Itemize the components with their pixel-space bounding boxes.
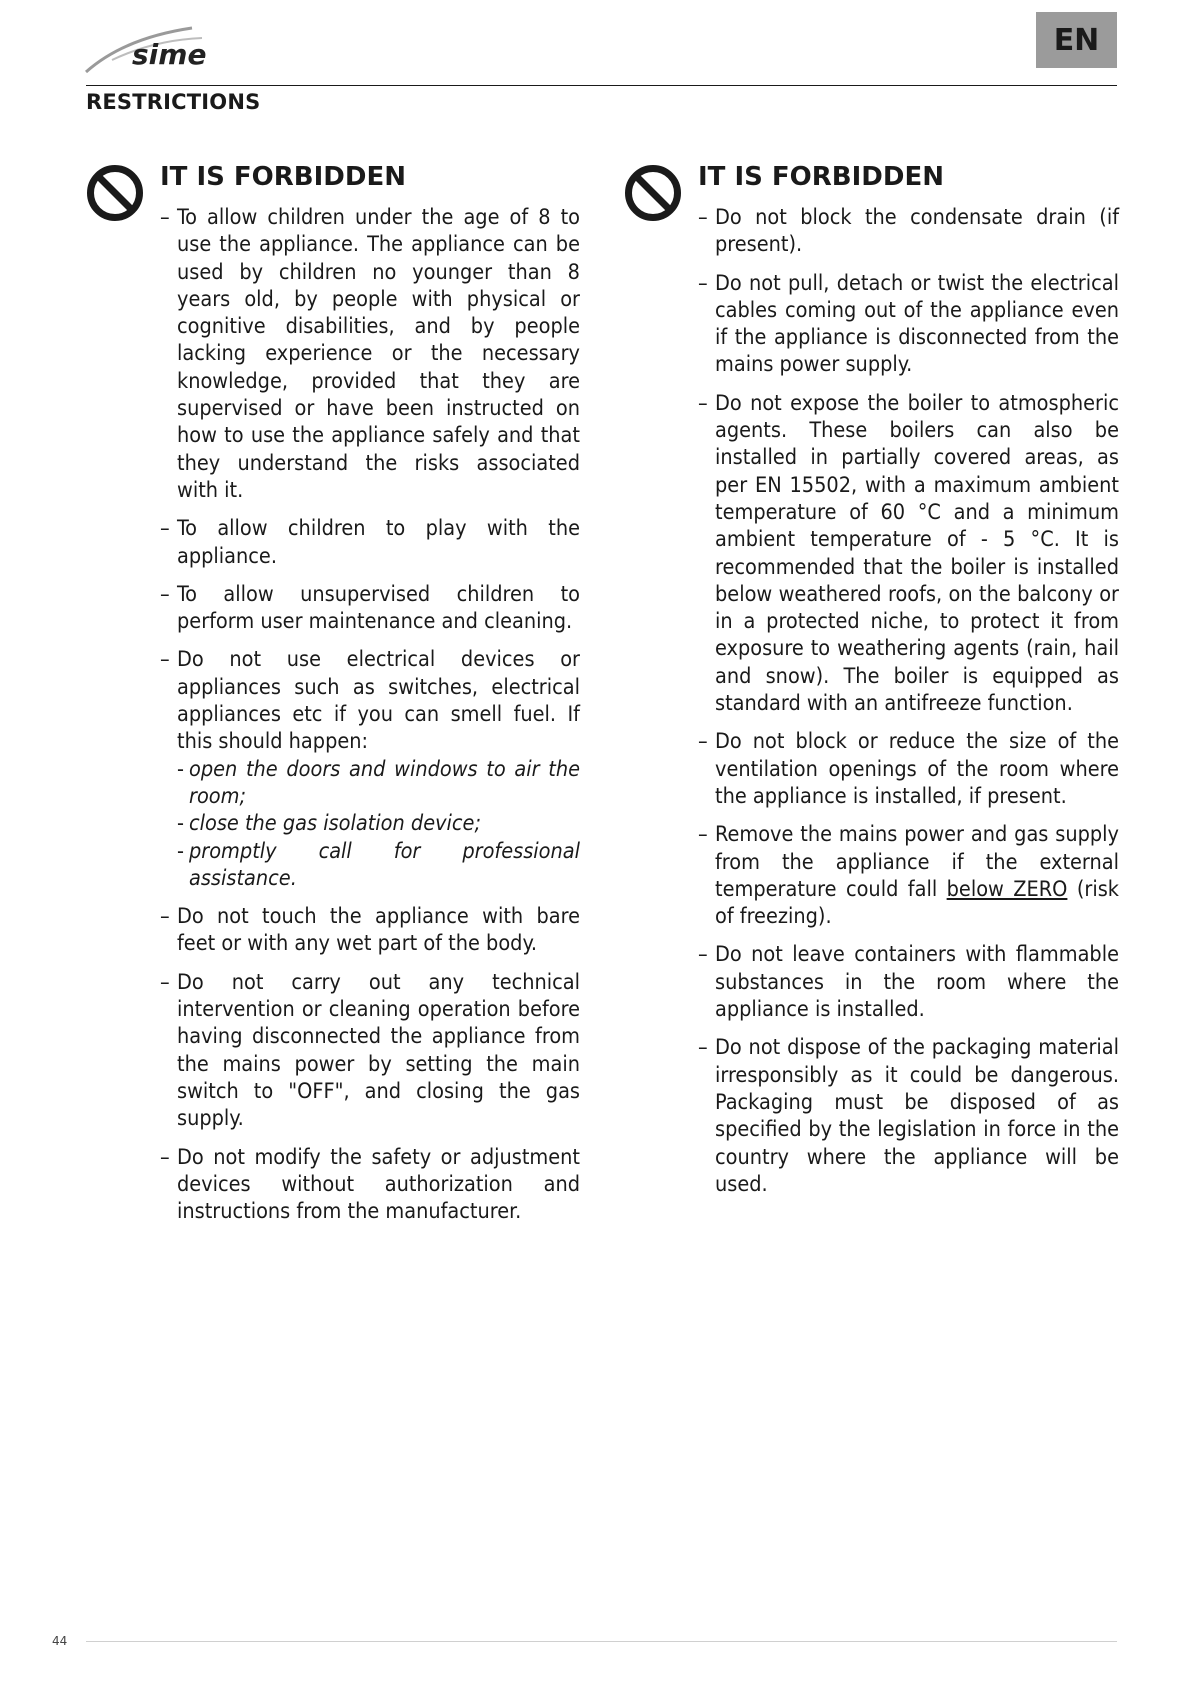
left-forbidden-list <box>160 204 580 1236</box>
logo-text: sime <box>132 38 207 71</box>
list-item: – Do not carry out any technical intervention or cleaning operation before having disconnected the appliance from the mains power by setting the main switch to "OFF", and closing the gas supply. <box>160 969 580 1133</box>
list-item-freezing <box>698 821 1119 930</box>
list-item-fuel-smell <box>160 646 580 892</box>
right-column-title: IT IS FORBIDDEN <box>698 162 944 192</box>
list-item: – Do not dispose of the packaging material irresponsibly as it could be dangerous. Packaging must be disposed of as specified by the legislation in force in the country where the appliance will be used. <box>698 1034 1119 1198</box>
sub-list-item: - close the gas isolation device; <box>177 810 580 837</box>
list-item: – Do not pull, detach or twist the electrical cables coming out of the appliance even if the appliance is disconnected from the mains power supply. <box>698 270 1119 379</box>
freeze-text-before: Remove the mains power and gas supply from the appliance if the external temperature could fall <box>715 822 1119 902</box>
list-item: – Do not block the condensate drain (if present). <box>698 204 1119 259</box>
list-item-text: Do not use electrical devices or appliances such as switches, electrical appliances etc if you can smell fuel. If this should happen: <box>177 647 580 755</box>
header-rule <box>86 85 1117 86</box>
freeze-text-underlined: below ZERO <box>946 876 1068 902</box>
logo-swoosh-icon <box>84 20 244 76</box>
prohibition-icon <box>624 164 682 222</box>
right-forbidden-list <box>698 204 1119 1209</box>
list-item: – Do not modify the safety or adjustment devices without authorization and instructions from the manufacturer. <box>160 1144 580 1226</box>
footer-rule <box>86 1641 1117 1642</box>
prohibition-icon <box>86 164 144 222</box>
list-item: – Do not block or reduce the size of the ventilation openings of the room where the appliance is installed, if present. <box>698 728 1119 810</box>
list-item: – To allow children under the age of 8 to use the appliance. The appliance can be used by children no younger than 8 years old, by people with physical or cognitive disabilities, and by people lacking experience or the necessary knowledge, provided that they are supervised or have been instructed on how to use the appliance safely and that they understand the risks associated with it. <box>160 204 580 504</box>
list-item: – To allow unsupervised children to perform user maintenance and cleaning. <box>160 581 580 636</box>
sub-list-item: - open the doors and windows to air the room; <box>177 756 580 811</box>
language-badge: EN <box>1036 12 1117 68</box>
section-title: RESTRICTIONS <box>86 90 261 114</box>
sub-list-item: - promptly call for professional assistance. <box>177 838 580 893</box>
freeze-text-after: (risk of freezing). <box>715 876 1119 930</box>
list-item: – To allow children to play with the appliance. <box>160 515 580 570</box>
list-item: – Do not leave containers with flammable substances in the room where the appliance is installed. <box>698 941 1119 1023</box>
list-item: – Do not touch the appliance with bare feet or with any wet part of the body. <box>160 903 580 958</box>
list-item: – Do not expose the boiler to atmospheric agents. These boilers can also be installed in partially covered areas, as per EN 15502, with a maximum ambient temperature of 60 °C and a minimum ambient temperature of - 5 °C. It is recommended that the boiler is installed below weathered roofs, on the balcony or in a protected niche, to protect it from exposure to weathering agents (rain, hail and snow). The boiler is equipped as standard with an antifreeze function. <box>698 390 1119 718</box>
sub-list <box>177 756 580 892</box>
page-number: 44 <box>52 1634 68 1648</box>
left-column-title: IT IS FORBIDDEN <box>160 162 406 192</box>
sime-logo <box>84 20 244 76</box>
